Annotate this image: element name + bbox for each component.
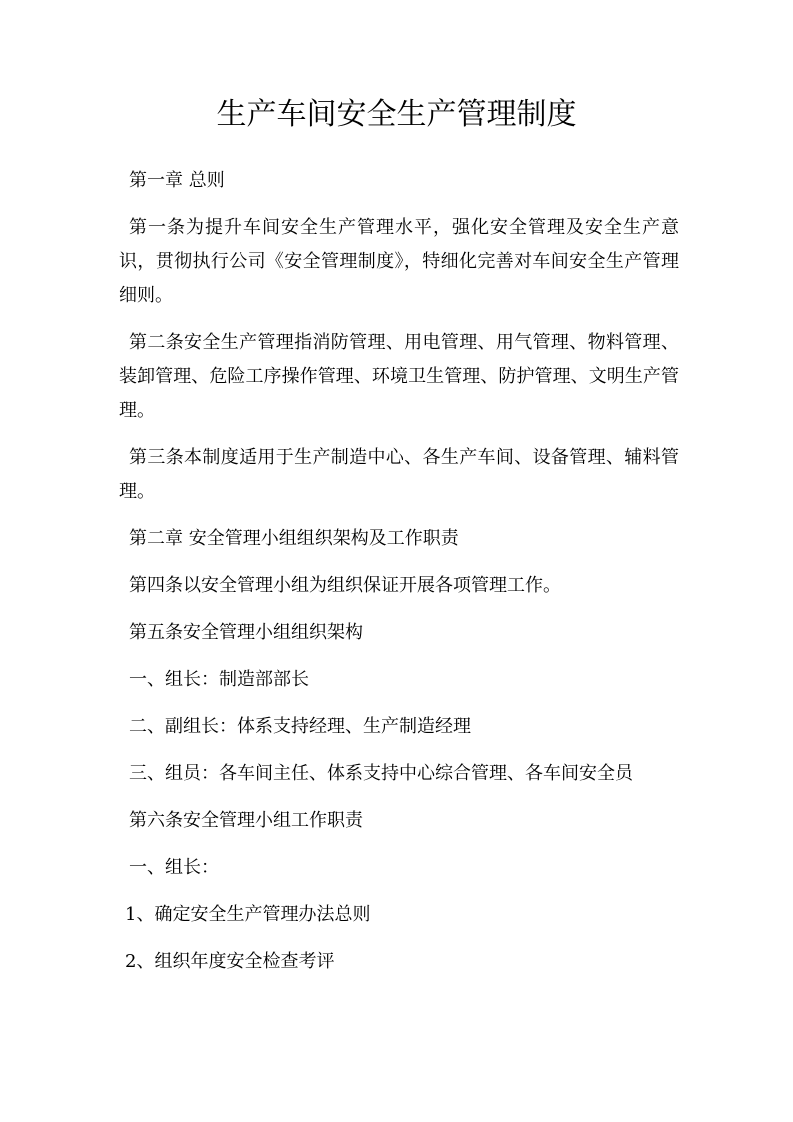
article-paragraph: 第六条安全管理小组工作职责 xyxy=(129,810,363,831)
list-item: 2、组织年度安全检查考评 xyxy=(125,951,335,972)
article-paragraph: 第四条以安全管理小组为组织保证开展各项管理工作。 xyxy=(129,575,561,596)
chapter-heading: 第一章 总则 xyxy=(129,170,225,191)
article-paragraph: 第五条安全管理小组组织架构 xyxy=(129,622,363,643)
document-title: 生产车间安全生产管理制度 xyxy=(216,97,577,132)
article-paragraph: 第三条本制度适用于生产制造中心、各生产车间、设备管理、辅料管理。 xyxy=(119,447,679,502)
article-paragraph: 第二条安全生产管理指消防管理、用电管理、用气管理、物料管理、装卸管理、危险工序操作管理、环境卫生管理、防护管理、文明生产管理。 xyxy=(119,332,679,421)
list-item: 一、组长： xyxy=(129,857,219,878)
list-item: 一、组长：制造部部长 xyxy=(129,669,309,690)
list-item: 二、副组长：体系支持经理、生产制造经理 xyxy=(129,716,471,737)
document-body xyxy=(119,164,679,992)
chapter-heading: 第二章 安全管理小组组织架构及工作职责 xyxy=(129,528,459,549)
article-paragraph: 第一条为提升车间安全生产管理水平，强化安全管理及安全生产意识，贯彻执行公司《安全管理制度》，特细化完善对车间安全生产管理细则。 xyxy=(119,217,679,306)
list-item: 1、确定安全生产管理办法总则 xyxy=(125,904,371,925)
list-item: 三、组员：各车间主任、体系支持中心综合管理、各车间安全员 xyxy=(129,763,633,784)
